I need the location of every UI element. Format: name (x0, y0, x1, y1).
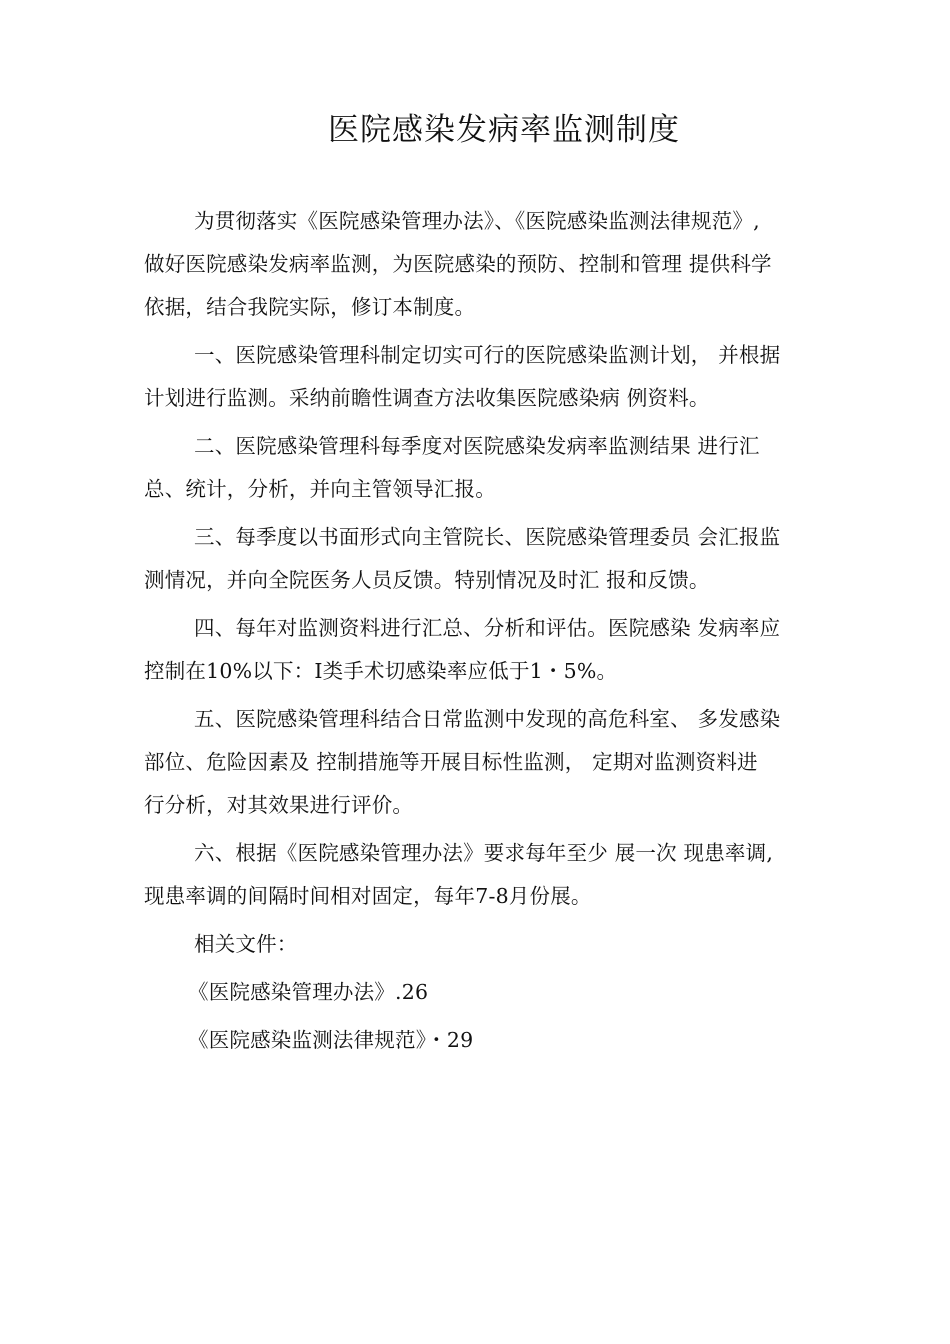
clause-line: 总、统计，分析，并向主管领导汇报。 (144, 477, 496, 501)
clause-2 (144, 425, 834, 511)
clause-line: 三、每季度以书面形式向主管院长、医院感染管理委员 会汇报监 (194, 525, 781, 549)
clause-line: 测情况，并向全院医务人员反馈。特别情况及时汇 报和反馈。 (144, 568, 710, 592)
clause-line: 四、每年对监测资料进行汇总、分析和评估。医院感染 发病率应 (194, 616, 781, 640)
clause-line: 现患率调的间隔时间相对固定，每年7-8月份展。 (144, 884, 592, 908)
document-title: 医院感染发病率监测制度 (328, 112, 680, 148)
clause-line: 计划进行监测。采纳前瞻性调查方法收集医院感染病 例资料。 (144, 386, 710, 410)
clause-4 (144, 607, 834, 693)
intro-line: 依据，结合我院实际，修订本制度。 (144, 295, 476, 319)
clause-line: 行分析，对其效果进行评价。 (144, 793, 414, 817)
clause-6 (144, 832, 834, 918)
related-files-label: 相关文件： (194, 932, 298, 956)
intro-line: 做好医院感染发病率监测，为医院感染的预防、控制和管理 提供科学 (144, 252, 772, 276)
intro-line: 为贯彻落实《医院感染管理办法》、《医院感染监测法律规范》, (194, 209, 760, 233)
clause-line: 五、医院感染管理科结合日常监测中发现的高危科室、 多发感染 (194, 707, 781, 731)
clause-line: 一、医院感染管理科制定切实可行的医院感染监测计划， 并根据 (194, 343, 781, 367)
related-file: 《医院感染管理办法》.26 (188, 980, 429, 1004)
clause-line: 六、根据《医院感染管理办法》要求每年至少 展一次 现患率调, (194, 841, 774, 865)
document-body (144, 200, 834, 1067)
clause-line: 部位、危险因素及 控制措施等开展目标性监测， 定期对监测资料进 (144, 750, 758, 774)
related-file: 《医院感染监测法律规范》・29 (188, 1028, 474, 1052)
clause-5 (144, 698, 834, 827)
clause-3 (144, 516, 834, 602)
clause-line: 二、医院感染管理科每季度对医院感染发病率监测结果 进行汇 (194, 434, 760, 458)
intro-paragraph (144, 200, 834, 329)
clause-line: 控制在10%以下：I类手术切感染率应低于1・5%。 (144, 659, 618, 683)
clause-1 (144, 334, 834, 420)
